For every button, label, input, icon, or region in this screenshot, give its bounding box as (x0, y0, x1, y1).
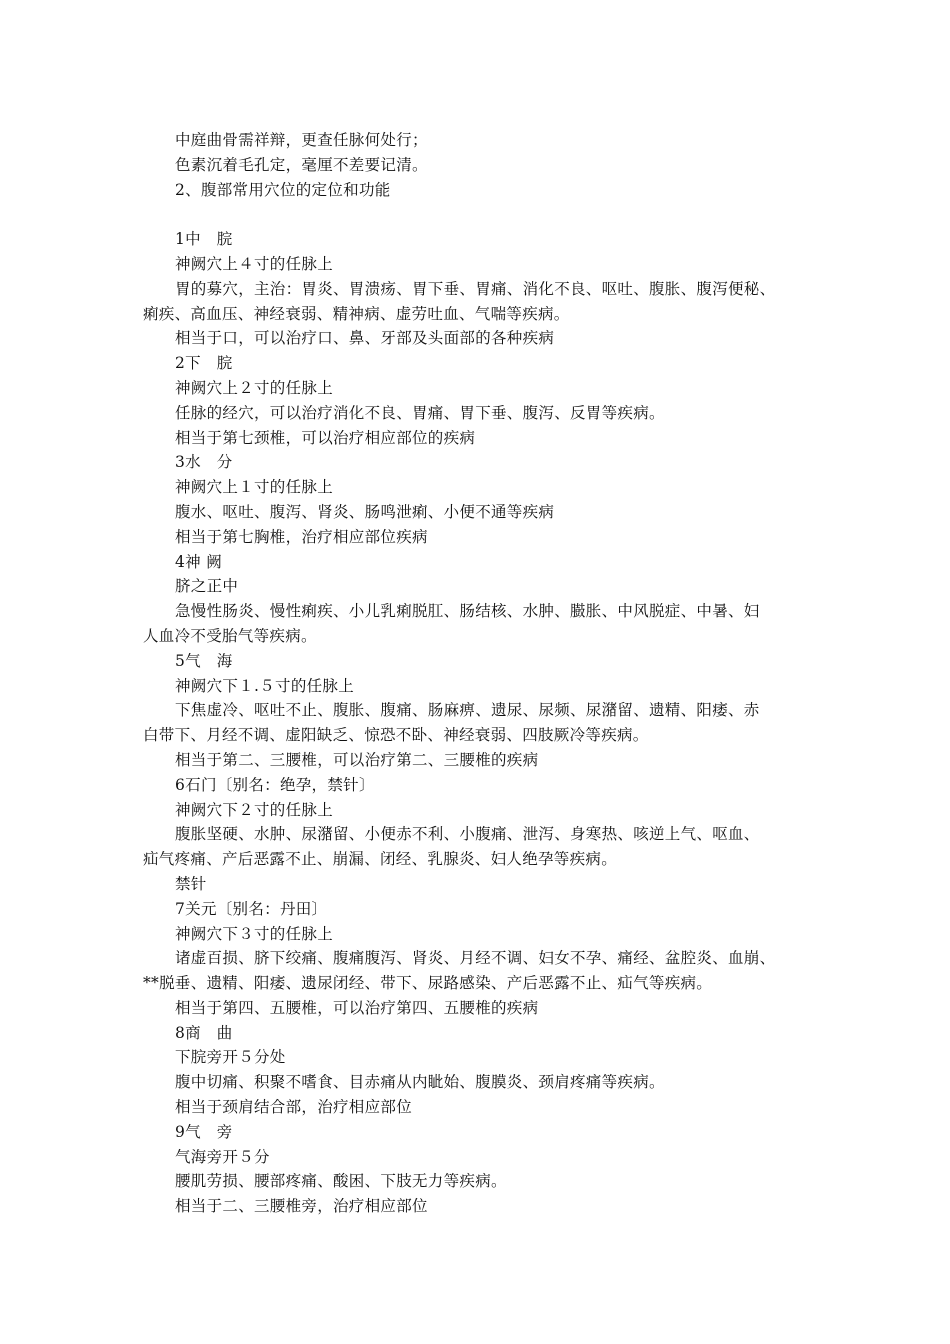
text-line: 3水 分 (175, 453, 233, 472)
text-line: 相当于口，可以治疗口、鼻、牙部及头面部的各种疾病 (175, 329, 555, 348)
text-line: 神阙穴上４寸的任脉上 (175, 254, 334, 273)
text-line: 8商 曲 (175, 1023, 233, 1042)
text-line: 腹胀坚硬、水肿、尿潴留、小便赤不利、小腹痛、泄泻、身寒热、咳逆上气、呕血、 (175, 825, 760, 844)
text-line: 相当于第四、五腰椎，可以治疗第四、五腰椎的疾病 (175, 998, 539, 1017)
text-line: 人血冷不受胎气等疾病。 (143, 626, 317, 645)
blank-line (143, 202, 833, 227)
text-line: 2、腹部常用穴位的定位和功能 (175, 180, 391, 199)
text-line: 5气 海 (175, 651, 233, 670)
text-line: 神阙穴下２寸的任脉上 (175, 800, 334, 819)
text-line: 腹水、呕吐、腹泻、肾炎、肠鸣泄痢、小便不通等疾病 (175, 502, 555, 521)
text-line: 7关元〔别名：丹田〕 (175, 899, 328, 918)
text-line: 相当于第七颈椎，可以治疗相应部位的疾病 (175, 428, 476, 447)
text-line: 胃的募穴，主治：胃炎、胃溃疡、胃下垂、胃痛、消化不良、呕吐、腹胀、腹泻便秘、 (175, 279, 776, 298)
text-line: 神阙穴下３寸的任脉上 (175, 924, 334, 943)
text-line: 腹中切痛、积聚不嗜食、目赤痛从内眦始、腹膜炎、颈肩疼痛等疾病。 (175, 1073, 665, 1092)
text-line: 白带下、月经不调、虚阳缺乏、惊恐不卧、神经衰弱、四肢厥冷等疾病。 (143, 726, 649, 745)
document-body (143, 128, 833, 1219)
text-line: 下脘旁开５分处 (175, 1048, 286, 1067)
text-line: 中庭曲骨需祥辩，更查任脉何处行； (175, 131, 428, 149)
text-line: 相当于第二、三腰椎，可以治疗第二、三腰椎的疾病 (175, 750, 539, 769)
text-line: 6石门〔别名：绝孕，禁针〕 (175, 775, 375, 794)
text-line: 2下 脘 (175, 354, 233, 373)
text-line: 色素沉着毛孔定，毫厘不差要记清。 (175, 155, 428, 174)
text-line: 气海旁开５分 (175, 1147, 270, 1166)
text-line: 任脉的经穴，可以治疗消化不良、胃痛、胃下垂、腹泻、反胃等疾病。 (175, 403, 665, 422)
text-line: 急慢性肠炎、慢性痢疾、小儿乳痢脱肛、肠结核、水肿、臌胀、中风脱症、中暑、妇 (175, 602, 760, 621)
text-line: 神阙穴上１寸的任脉上 (175, 478, 334, 497)
text-line: **脱垂、遗精、阳痿、遗尿闭经、带下、尿路感染、产后恶露不止、疝气等疾病。 (143, 974, 713, 993)
text-line: 痢疾、高血压、神经衰弱、精神病、虚劳吐血、气喘等疾病。 (143, 304, 570, 323)
text-line: 下焦虚冷、呕吐不止、腹胀、腹痛、肠麻痹、遗尿、尿频、尿潴留、遗精、阳痿、赤 (175, 701, 760, 720)
text-line: 诸虚百损、脐下绞痛、腹痛腹泻、肾炎、月经不调、妇女不孕、痛经、盆腔炎、血崩、 (175, 949, 776, 968)
text-line: 神阙穴上２寸的任脉上 (175, 378, 334, 397)
text-line: 9气 旁 (175, 1122, 233, 1141)
text-line: 相当于二、三腰椎旁，治疗相应部位 (175, 1197, 428, 1216)
text-line: 脐之正中 (175, 577, 239, 596)
text-line: 相当于颈肩结合部，治疗相应部位 (175, 1098, 413, 1117)
text-line: 禁针 (175, 874, 207, 893)
text-line: 疝气疼痛、产后恶露不止、崩漏、闭经、乳腺炎、妇人绝孕等疾病。 (143, 850, 618, 869)
text-line: 4神 阙 (175, 552, 222, 571)
text-line: 腰肌劳损、腰部疼痛、酸困、下肢无力等疾病。 (175, 1172, 507, 1191)
text-line: 1中 脘 (175, 230, 233, 249)
text-line: 神阙穴下１.５寸的任脉上 (175, 676, 355, 695)
text-line: 相当于第七胸椎，治疗相应部位疾病 (175, 527, 428, 546)
